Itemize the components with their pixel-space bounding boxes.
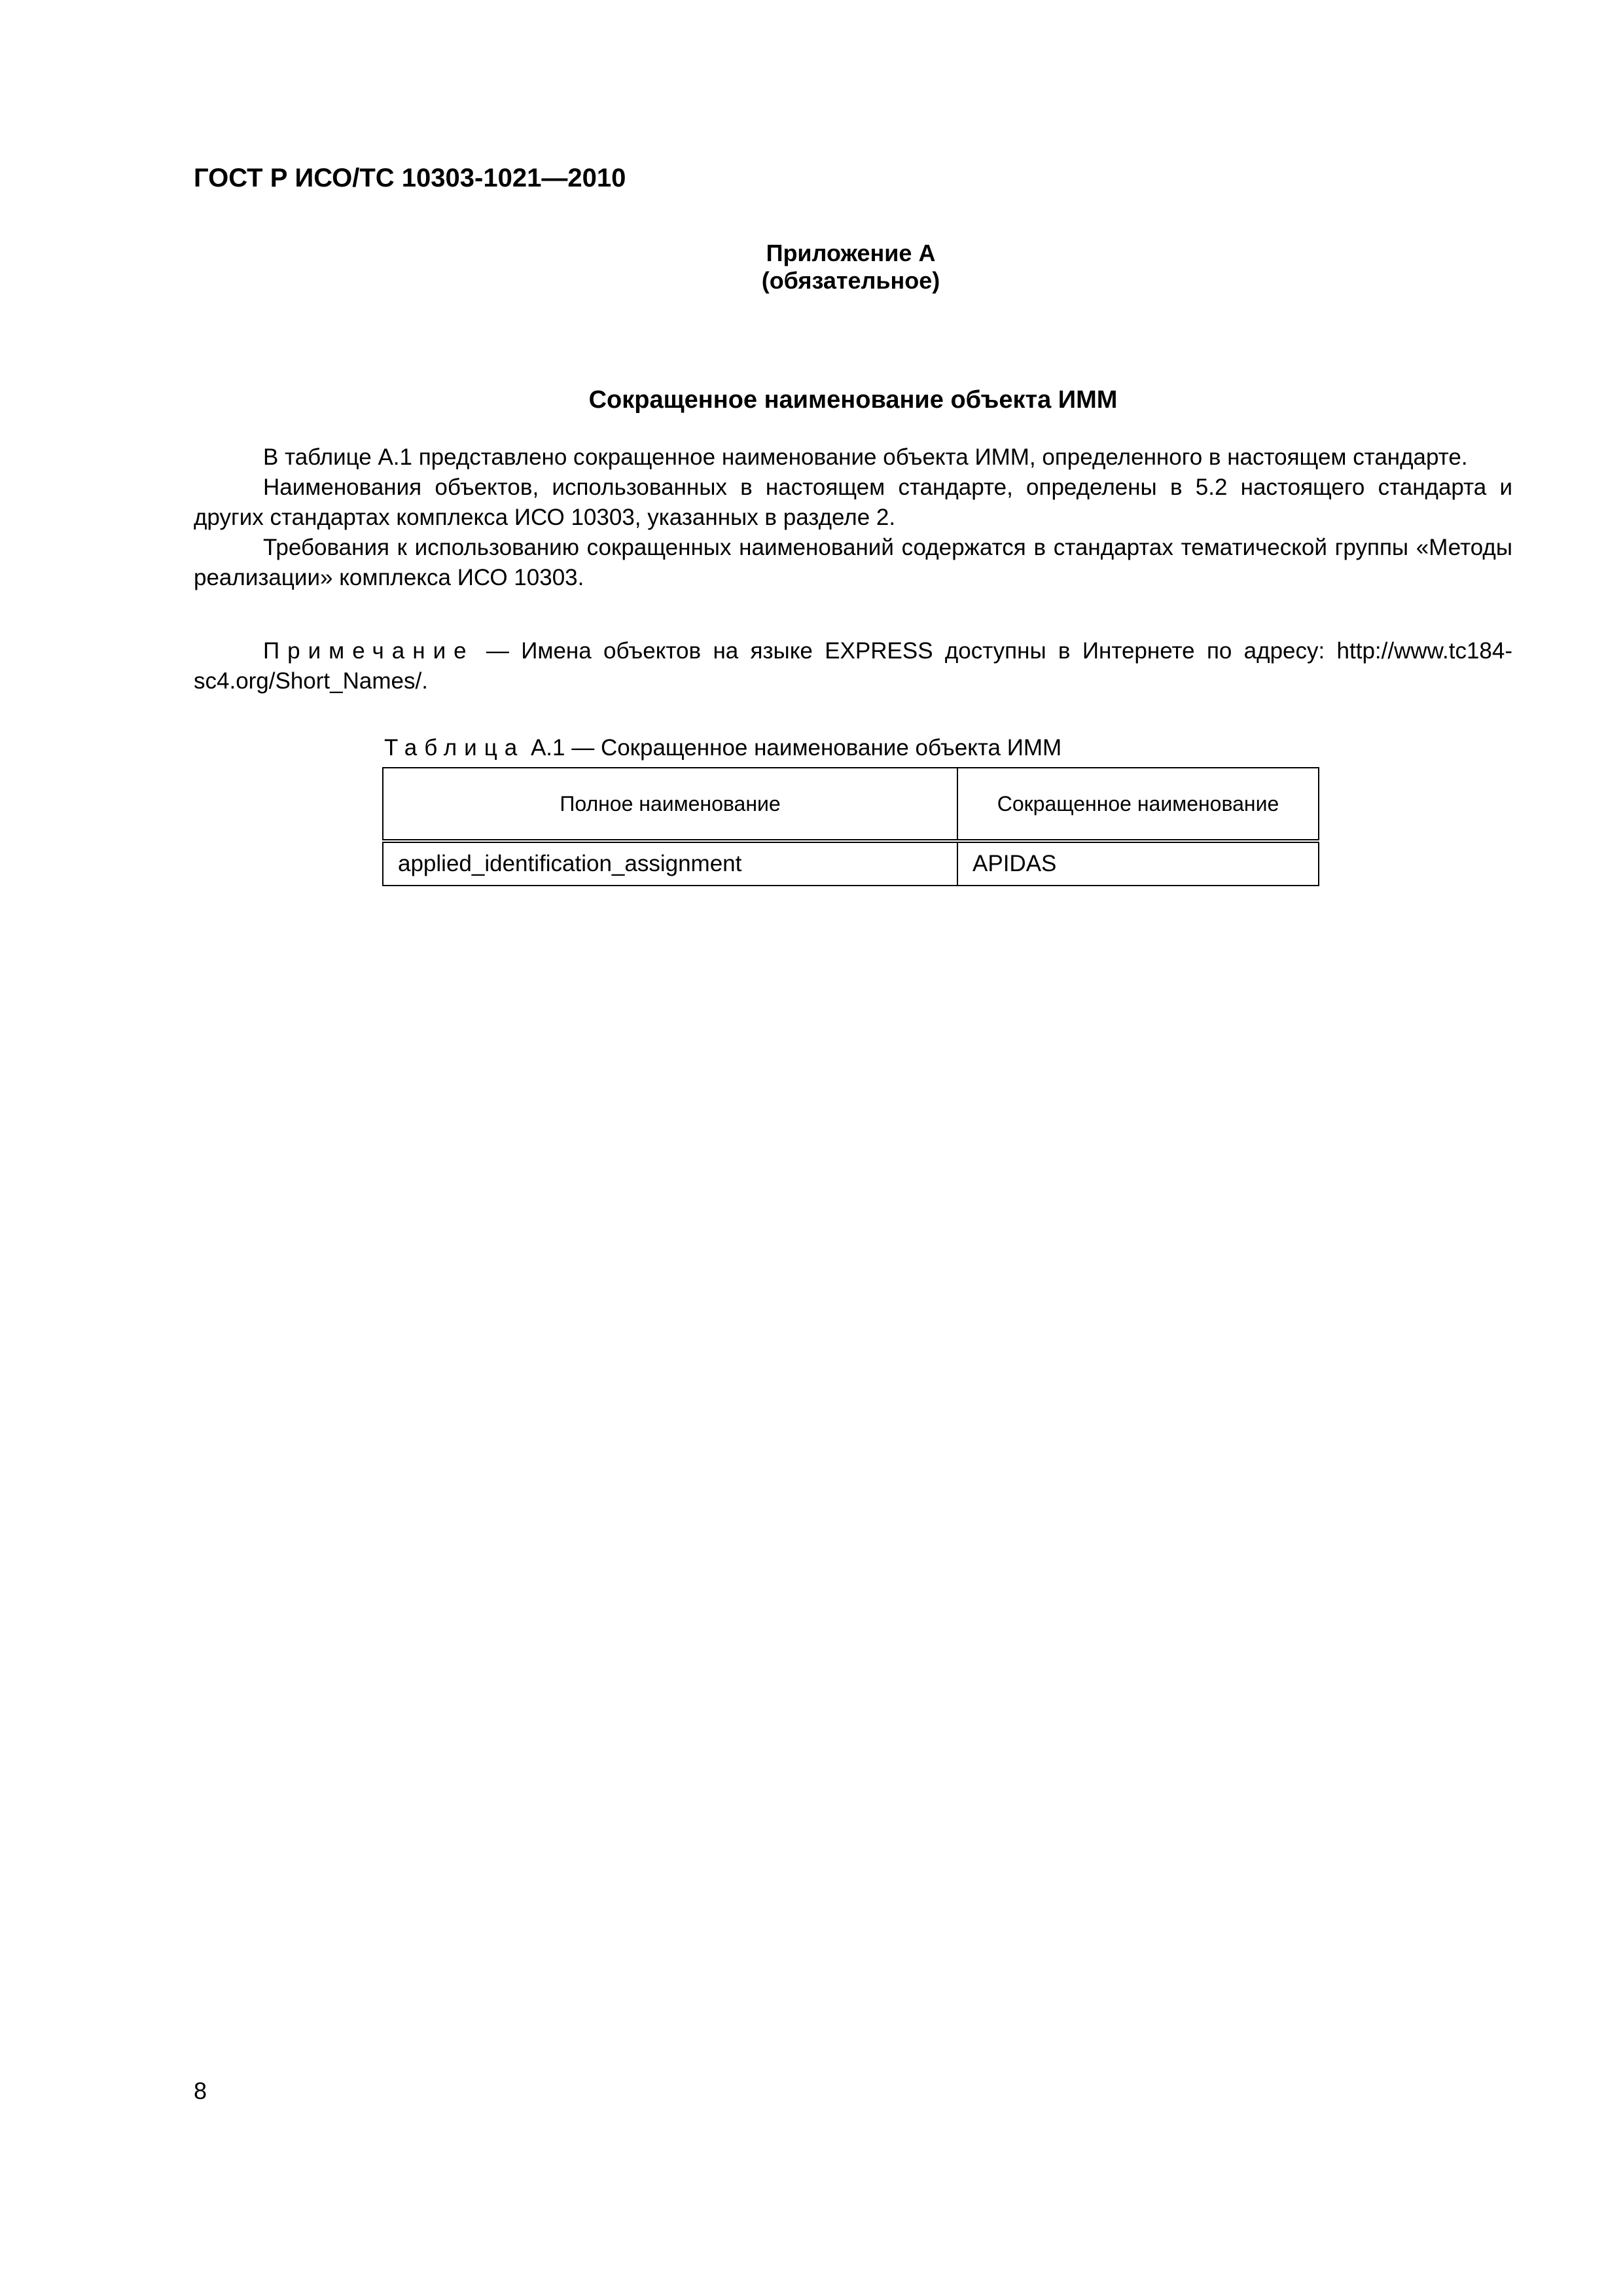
- paragraph-2: Наименования объектов, использованных в настоящем стандарте, определены в 5.2 настоящего стандарта и других стандартах комплекса ИСО 10303, указанных в разделе 2.: [194, 475, 1512, 530]
- note-text: — Имена объектов на языке EXPRESS доступны в Интернете по адресу: http://www.tc184-sc4.org/Short_Names/.: [194, 638, 1512, 694]
- paragraph-3: Требования к использованию сокращенных наименований содержатся в стандартах тематической группы «Методы реализации» комплекса ИСО 10303.: [194, 535, 1512, 590]
- table-caption-label: Таблица: [384, 735, 525, 761]
- header-short-name: Сокращенное наименование: [957, 768, 1319, 841]
- document-header: ГОСТ Р ИСО/ТС 10303-1021—2010: [194, 164, 626, 192]
- table-caption-text: А.1 — Сокращенное наименование объекта ИММ: [524, 735, 1062, 761]
- intro-text: [194, 442, 1512, 593]
- table-row: [383, 841, 1319, 886]
- note-paragraph: [194, 636, 1512, 696]
- table-caption: [384, 733, 1061, 763]
- paragraph-1: В таблице А.1 представлено сокращенное наименование объекта ИММ, определенного в настоящем стандарте.: [263, 444, 1468, 470]
- annex-title: Приложение А: [766, 240, 936, 266]
- annex-status: (обязательное): [761, 267, 940, 294]
- abbreviation-table: [382, 767, 1319, 886]
- page-number: 8: [194, 2077, 207, 2104]
- table-header-row: [383, 768, 1319, 841]
- cell-short-name: APIDAS: [957, 841, 1319, 886]
- cell-full-name: applied_identification_assignment: [383, 841, 957, 886]
- section-title: Сокращенное наименование объекта ИММ: [588, 386, 1118, 414]
- note-label: Примечание: [263, 638, 474, 664]
- note: [194, 636, 1512, 696]
- header-full-name: Полное наименование: [383, 768, 957, 841]
